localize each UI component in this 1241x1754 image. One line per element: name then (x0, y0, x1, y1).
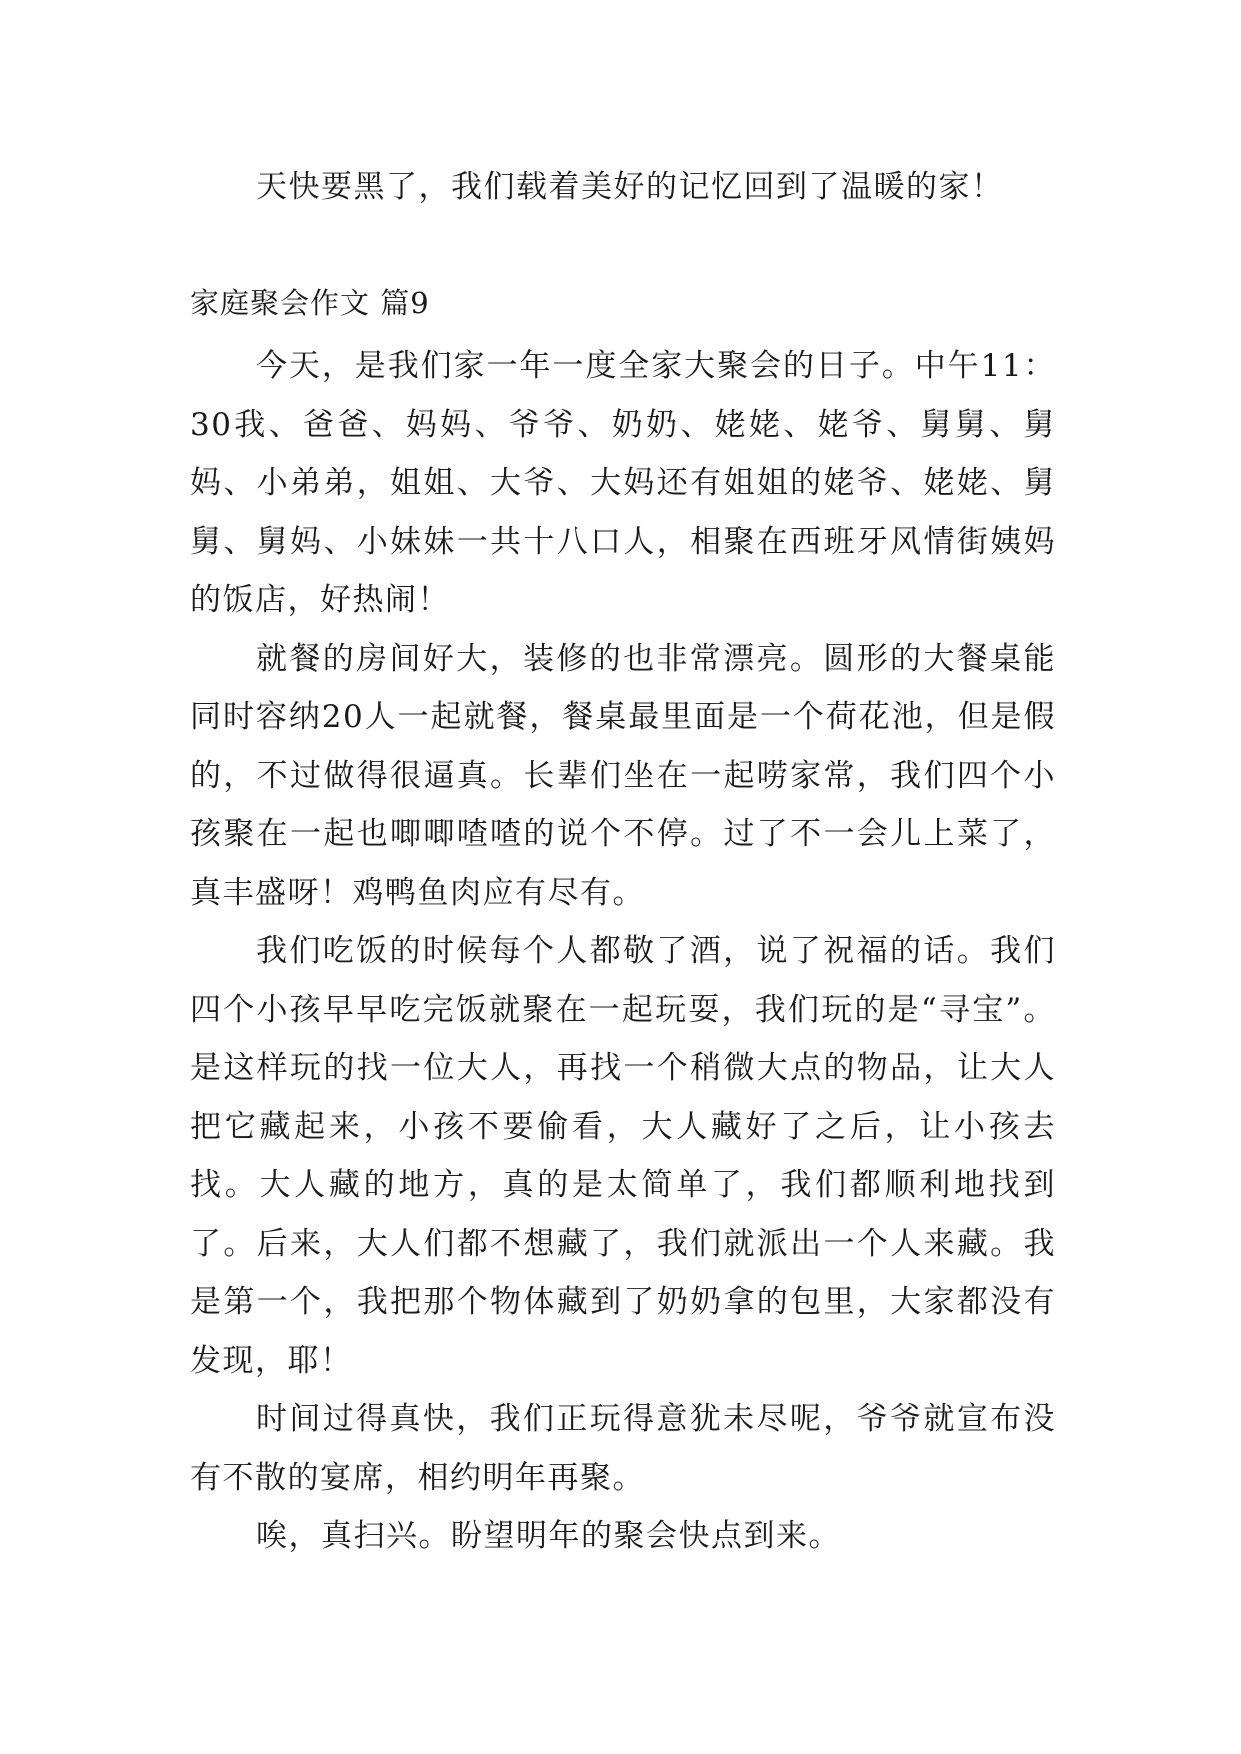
article-title: 家庭聚会作文 篇9 (190, 286, 430, 320)
body-paragraph: 唉，真扫兴。盼望明年的聚会快点到来。 (256, 1518, 841, 1554)
intro-section (190, 158, 1056, 217)
body-paragraph: 今天，是我们家一年一度全家大聚会的日子。中午11：30我、爸爸、妈妈、爷爷、奶奶、姥姥、姥爷、舅舅、舅妈、小弟弟，姐姐、大爷、大妈还有姐姐的姥爷、姥姥、舅舅、舅妈、小妹妹一共十八口人，相聚在西班牙风情街姨妈的饭店，好热闹！ (190, 348, 1056, 618)
article-heading-section (190, 283, 1056, 323)
body-paragraph: 就餐的房间好大，装修的也非常漂亮。圆形的大餐桌能同时容纳20人一起就餐，餐桌最里面是一个荷花池，但是假的，不过做得很逼真。长辈们坐在一起唠家常，我们四个小孩聚在一起也唧唧喳喳的说个不停。过了不一会儿上菜了，真丰盛呀！鸡鸭鱼肉应有尽有。 (190, 640, 1056, 911)
article-body (190, 337, 1056, 1566)
body-paragraph: 我们吃饭的时候每个人都敬了酒，说了祝福的话。我们四个小孩早早吃完饭就聚在一起玩耍，我们玩的是“寻宝”。是这样玩的找一位大人，再找一个稍微大点的物品，让大人把它藏起来，小孩不要偷看，大人藏好了之后，让小孩去找。大人藏的地方，真的是太简单了，我们都顺利地找到了。后来，大人们都不想藏了，我们就派出一个人来藏。我是第一个，我把那个物体藏到了奶奶拿的包里，大家都没有发现，耶！ (190, 933, 1056, 1379)
intro-paragraph: 天快要黑了，我们载着美好的记忆回到了温暖的家！ (256, 169, 1004, 205)
body-paragraph: 时间过得真快，我们正玩得意犹未尽呢，爷爷就宣布没有不散的宴席，相约明年再聚。 (190, 1401, 1056, 1496)
